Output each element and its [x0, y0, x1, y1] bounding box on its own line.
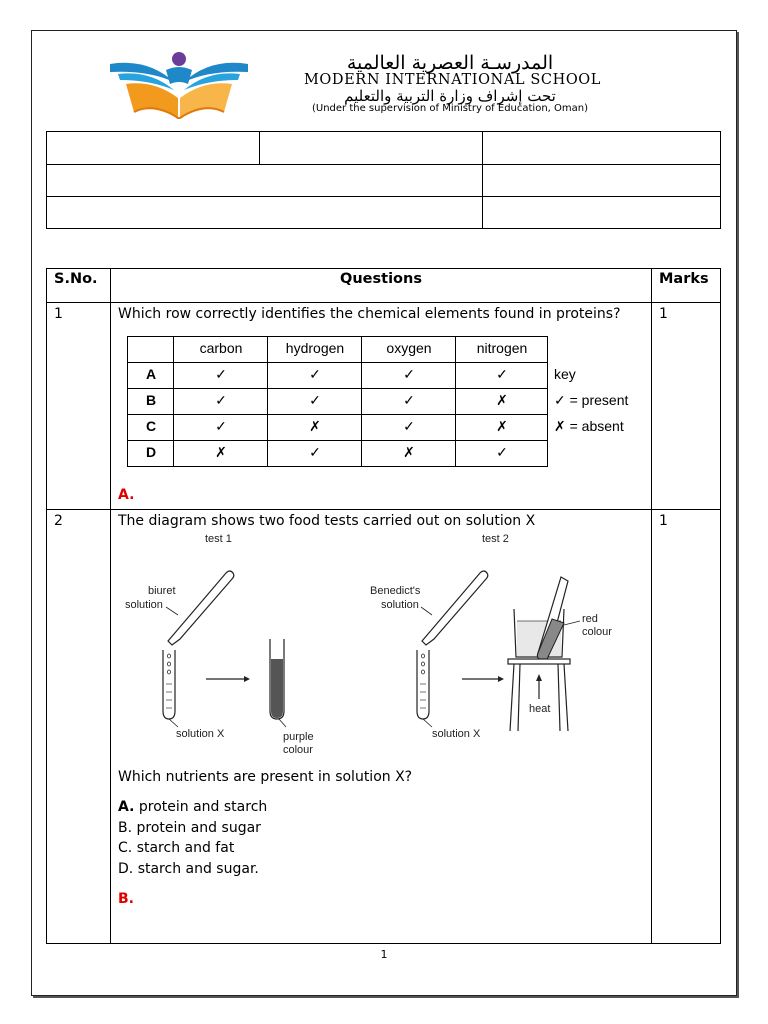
purple-label-line2: colour — [283, 744, 313, 756]
heat-label: heat — [529, 703, 551, 715]
school-logo — [108, 50, 250, 120]
answer-q2: B. — [118, 891, 134, 907]
element-cell: ✓ — [268, 363, 362, 389]
dropper-2 — [422, 571, 488, 645]
info-cell[interactable] — [483, 165, 721, 197]
dropper — [168, 571, 234, 645]
element-cell: ✓ — [362, 389, 456, 415]
options-list — [118, 797, 645, 879]
info-cell[interactable] — [483, 197, 721, 229]
element-cell: ✓ — [174, 415, 268, 441]
key-text: key — [554, 365, 576, 382]
info-cell[interactable] — [483, 132, 721, 165]
row-label: B — [128, 389, 174, 415]
purple-solution — [271, 659, 283, 718]
supervision-english: (Under the supervision of Ministry of Education, Oman) — [311, 103, 589, 114]
food-test-diagram — [116, 529, 628, 763]
school-name-arabic: المدرسـة العصرية العالمية — [346, 52, 554, 74]
red-label-line2: colour — [582, 626, 612, 638]
key-text — [548, 441, 635, 467]
element-cell: ✗ — [362, 441, 456, 467]
row-label: D — [128, 441, 174, 467]
info-cell[interactable] — [47, 132, 260, 165]
element-cell: ✓ — [456, 441, 548, 467]
benedicts-label-line2: solution — [381, 599, 419, 611]
benedicts-label: Benedict's — [370, 585, 421, 597]
option-b — [118, 818, 645, 839]
supervision-arabic: تحت إشراف وزارة التربية والتعليم — [344, 87, 556, 105]
option-a — [118, 797, 645, 818]
element-cell: ✓ — [174, 389, 268, 415]
purple-label: purple — [283, 731, 314, 743]
element-cell: ✗ — [456, 415, 548, 441]
element-cell: ✗ — [456, 389, 548, 415]
solution-x-label-1: solution X — [176, 728, 225, 740]
element-cell: ✗ — [268, 415, 362, 441]
question-body — [111, 510, 652, 944]
element-cell: ✓ — [268, 389, 362, 415]
element-cell: ✓ — [174, 363, 268, 389]
option-letter: B. — [118, 819, 133, 836]
test2-title: test 2 — [482, 533, 509, 545]
school-header — [108, 50, 653, 122]
question-text: The diagram shows two food tests carried out on solution X — [118, 513, 536, 529]
question-row-2 — [47, 510, 721, 944]
question-marks: 1 — [652, 303, 721, 510]
questions-table — [46, 268, 721, 944]
question-body — [111, 303, 652, 510]
element-table — [127, 336, 634, 467]
element-column-header: hydrogen — [268, 337, 362, 363]
option-text: starch and fat — [136, 840, 235, 856]
tripod-top — [508, 659, 570, 664]
option-letter: A. — [118, 799, 135, 815]
option-letter: C. — [118, 840, 133, 856]
question-row-1 — [47, 303, 721, 510]
element-column-header: oxygen — [362, 337, 456, 363]
biuret-label-line2: solution — [125, 599, 163, 611]
element-column-header: nitrogen — [456, 337, 548, 363]
element-cell: ✗ — [174, 441, 268, 467]
row-label: C — [128, 415, 174, 441]
solution-x-label-2: solution X — [432, 728, 481, 740]
option-c — [118, 838, 645, 859]
info-cell[interactable] — [47, 165, 483, 197]
element-cell: ✓ — [362, 363, 456, 389]
element-table-corner — [128, 337, 174, 363]
key-text: ✓ = present — [554, 391, 629, 408]
option-letter: D. — [118, 860, 134, 877]
element-column-header: carbon — [174, 337, 268, 363]
test-tube-2 — [417, 650, 429, 719]
question-number: 1 — [47, 303, 111, 510]
key-text: ✗ = absent — [554, 417, 624, 434]
option-text: protein and sugar — [136, 819, 261, 836]
sno-header: S.No. — [47, 269, 111, 303]
questions-header: Questions — [111, 269, 652, 303]
question-number: 2 — [47, 510, 111, 944]
element-cell: ✓ — [362, 415, 456, 441]
question-text: Which row correctly identifies the chemical elements found in proteins? — [118, 306, 621, 322]
element-cell: ✓ — [456, 363, 548, 389]
info-cell[interactable] — [47, 197, 483, 229]
info-cell[interactable] — [260, 132, 483, 165]
red-label: red — [582, 613, 598, 625]
test-tube — [163, 650, 175, 719]
row-label: A — [128, 363, 174, 389]
option-text: protein and starch — [138, 799, 268, 815]
option-text: starch and sugar. — [137, 860, 259, 877]
marks-header: Marks — [652, 269, 721, 303]
school-name-english: MODERN INTERNATIONAL SCHOOL — [303, 72, 602, 88]
page-number: 1 — [380, 948, 388, 961]
key-spacer — [548, 337, 635, 363]
student-info-table — [46, 131, 721, 229]
option-d — [118, 859, 645, 880]
element-cell: ✓ — [268, 441, 362, 467]
test1-title: test 1 — [205, 533, 232, 545]
question-prompt: Which nutrients are present in solution X? — [118, 769, 413, 785]
question-marks: 1 — [652, 510, 721, 944]
biuret-label: biuret — [148, 585, 176, 597]
answer-q1: A. — [118, 487, 135, 503]
